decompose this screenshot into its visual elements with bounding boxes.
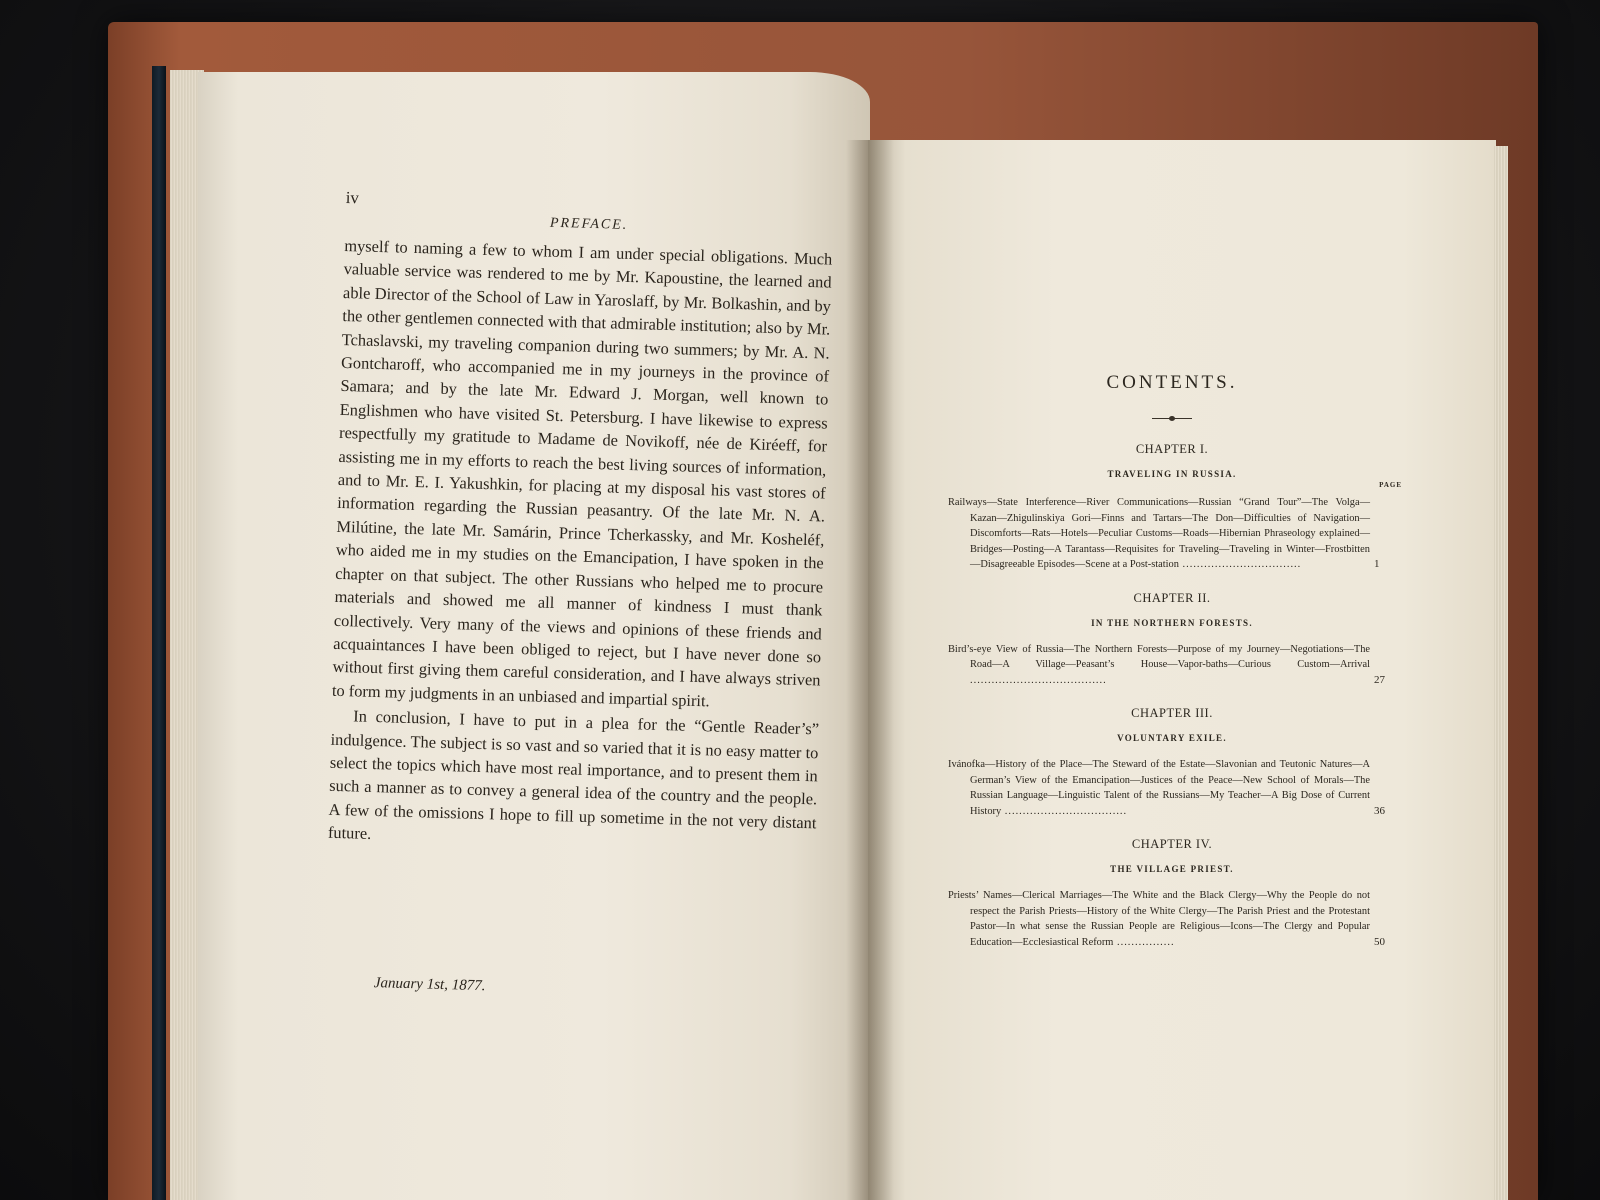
chapter-title: VOLUNTARY EXILE. bbox=[1117, 733, 1227, 743]
chapter-number: CHAPTER I. bbox=[1135, 442, 1209, 456]
dot-leader: ................ bbox=[1113, 936, 1175, 948]
chapter-summary: Priests’ Names—Clerical Marriages—The White and the Black Clergy—Why the People do not respect the Parish Priests—History of the White Clergy—The Parish Priest and the Protestant Pastor—In what sense the Russian People are Religious—Icons—The Clergy and Popular Education—Ecclesiastical Reform ................ 50 bbox=[948, 890, 1385, 948]
chapter-summary: Bird’s-eye View of Russia—The Northern Forests—Purpose of my Journey—Negotiations—The Road—A Village—Peasant’s House—Vapor-baths—Curious Custom—Arrival ...................................... 27 bbox=[948, 643, 1385, 686]
preface-body bbox=[328, 234, 833, 858]
summary-text: Railways—State Interference—River Communications—Russian “Grand Tour”—The Volga—Kazan—Zhigulinskiya Gori—Finns and Tartars—The Don—Difficulties of Navigation—Discomforts—Rats—Hotels—Peculiar Customs—Roads—Hibernian Phraseology explained—Bridges—Posting—A Tarantass—Requisites for Traveling—Traveling in Winter—Frostbitten—Disagreeable Episodes—Scene at a Post-station bbox=[948, 497, 1370, 570]
dot-leader: ...................................... bbox=[970, 674, 1107, 686]
gutter-shadow bbox=[846, 140, 894, 1200]
dot-leader: .................................. bbox=[1001, 805, 1128, 817]
chapter-title: THE VILLAGE PRIEST. bbox=[1110, 864, 1234, 874]
dot-leader: ................................. bbox=[1178, 559, 1302, 570]
contents-block bbox=[948, 360, 1402, 950]
chapter-title: IN THE NORTHERN FORESTS. bbox=[1091, 617, 1253, 628]
chapter-number: CHAPTER II. bbox=[1133, 590, 1211, 605]
chapter-entry bbox=[948, 837, 1396, 950]
preface-paragraph: myself to naming a few to whom I am under special obligations. Much valuable service was rendered to me by Mr. Kapoustine, the learned and able Director of the School of Law in Yaroslaff, by Mr. Bolkashin, and by the other gentlemen connected with that admirable institution; also by Mr. Tchaslavski, my traveling companion during two summers; by Mr. A. N. Gontcharoff, who accompanied me in my journeys in the province of Samara; and by the late Mr. Edward J. Morgan, well known to Englishmen who have visited St. Petersburg. I have likewise to express respectfully my gratitude to Madame de Novikoff, née de Kiréeff, for assisting me in my efforts to reach the best living sources of information, and to Mr. E. I. Yakushkin, for placing at my disposal his vast stores of information regarding the Russian peasantry. Of the late Mr. N. A. Milútine, the late Mr. Samárin, Prince Tcherkassky, and Mr. Kosheléf, who aided me in my studies on the Emancipation, I have spoken in the chapter on that subject. The other Russians who helped me to procure materials and showed me all manner of kindness I must thank collectively. Very many of the views and opinions of these friends and acquaintances I have been obliged to reject, but I have never done so without first giving them careful consideration, and I have always striven to form my judgments in an unbiased and impartial spirit. bbox=[331, 235, 833, 711]
chapter-number: CHAPTER III. bbox=[1131, 706, 1213, 720]
ornament-divider bbox=[1152, 414, 1192, 424]
page-edges-right bbox=[1494, 146, 1508, 1200]
summary-text: Priests’ Names—Clerical Marriages—The White and the Black Clergy—Why the People do not respect the Parish Priests—History of the White Clergy—The Parish Priest and the Protestant Pastor—In what sense the Russian People are Religious—Icons—The Clergy and Popular Education—Ecclesiastical Reform bbox=[948, 890, 1370, 948]
chapter-summary: Railways—State Interference—River Communications—Russian “Grand Tour”—The Volga—Kazan—Zhigulinskiya Gori—Finns and Tartars—The Don—Difficulties of Navigation—Discomforts—Rats—Hotels—Peculiar Customs—Roads—Hibernian Phraseology explained—Bridges—Posting—A Tarantass—Requisites for Traveling—Traveling in Winter—Frostbitten—Disagreeable Episodes—Scene at a Post-station ................................. 1 bbox=[948, 497, 1380, 570]
chapter-entry bbox=[948, 591, 1396, 689]
chapter-entry bbox=[948, 442, 1402, 573]
page-column-label: PAGE bbox=[1379, 481, 1402, 489]
contents-title: CONTENTS. bbox=[1106, 372, 1238, 393]
preface-date: January 1st, 1877. bbox=[373, 975, 486, 995]
summary-text: Ivánofka—History of the Place—The Steward of the Estate—Slavonian and Teutonic Natures—A German’s View of the Emancipation—Justices of the Peace—New School of Morals—The Russian Language—Linguistic Talent of the Russians—My Teacher—A Big Dose of Current History bbox=[948, 759, 1370, 817]
summary-text: Bird’s-eye View of Russia—The Northern Forests—Purpose of my Journey—Negotiations—The Road—A Village—Peasant’s House—Vapor-baths—Curious Custom—Arrival bbox=[948, 643, 1370, 670]
chapter-title: TRAVELING IN RUSSIA. bbox=[1107, 469, 1237, 479]
chapter-entry bbox=[948, 706, 1396, 819]
running-head: PREFACE. bbox=[549, 215, 629, 233]
preface-paragraph: In conclusion, I have to put in a plea for the “Gentle Reader’s” indulgence. The subject is so vast and so varied that it is no easy matter to select the topics which have most real importance, and to present them in such a manner as to convey a general idea of the country and the people. A few of the omissions I hope to fill up sometime in the not very distant future. bbox=[327, 706, 820, 844]
page-number: iv bbox=[345, 188, 360, 208]
chapter-summary: Ivánofka—History of the Place—The Steward of the Estate—Slavonian and Teutonic Natures—A German’s View of the Emancipation—Justices of the Peace—New School of Morals—The Russian Language—Linguistic Talent of the Russians—My Teacher—A Big Dose of Current History .................................. 36 bbox=[948, 759, 1385, 817]
chapter-number: CHAPTER IV. bbox=[1131, 837, 1213, 851]
spine-strip bbox=[152, 66, 166, 1200]
